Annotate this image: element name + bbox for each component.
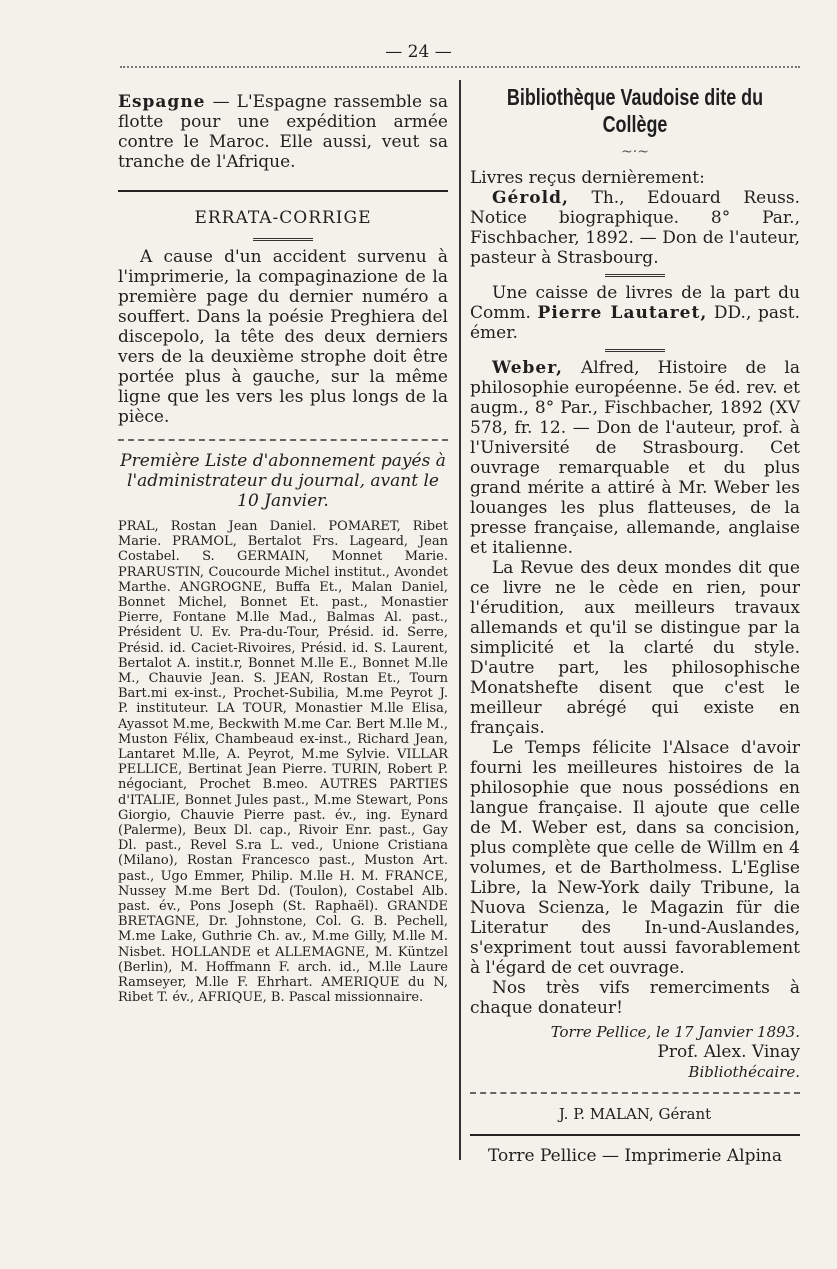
dateline: Torre Pellice, le 17 Janvier 1893. bbox=[550, 1023, 800, 1041]
thanks-paragraph: Nos très vifs remerciments à chaque donateur! bbox=[470, 978, 800, 1018]
footer-rule bbox=[470, 1134, 800, 1136]
section-rule bbox=[118, 190, 448, 192]
espagne-paragraph bbox=[118, 92, 448, 172]
caisse-entry bbox=[470, 283, 800, 343]
gerold-entry bbox=[470, 188, 800, 268]
header-rule bbox=[120, 66, 800, 68]
weber-entry bbox=[470, 358, 800, 558]
errata-ornament bbox=[253, 238, 313, 241]
imprint-line: Torre Pellice — Imprimerie Alpina bbox=[487, 1146, 782, 1166]
errata-title: ERRATA-CORRIGE bbox=[194, 208, 372, 228]
errata-text: A cause d'un accident survenu à l'imprimerie, la compaginazione de la première page du dernier numéro a souffert. Dans la poésie Preghiera del discepolo, la tête des deux derniers vers de la deuxième strophe doit être portée plus à gauche, sur la même ligne que les vers les plus longs de la pièce. bbox=[118, 247, 448, 427]
weber-text: Alfred, Histoire de la philosophie européenne. 5e éd. rev. et augm., 8° Par., Fischbacher, 1892 (XV 578, fr. 12. — Don de l'auteur, prof. à l'Université de Strasbourg. Cet ouvrage remarquable et du plus grand mérite a attiré à Mr. Weber les louanges les plus flatteuses, de la presse française, allemande, anglaise et italienne. bbox=[470, 358, 801, 558]
subscribers-title: Première Liste d'abonnement payés à l'administrateur du journal, avant le 10 Janvier. bbox=[120, 451, 446, 511]
gerold-name: Gérold, bbox=[492, 188, 569, 208]
review-paragraph-2: Le Temps félicite l'Alsace d'avoir fourni les meilleures histoires de la philosophie que nous possédions en langue française. Il ajoute que celle de M. Weber est, dans sa concision, plus complète que celle de Willm en 4 volumes, et de Bartholmess. L'Eglise Libre, la New-York daily Tribune, la Nuova Scienza, le Magazin für die Literatur des In-und-Auslandes, s'expriment tout aussi favorablement à l'égard de cet ouvrage. bbox=[470, 738, 800, 978]
entry-ornament bbox=[605, 274, 665, 277]
lautaret-name: Pierre Lautaret, bbox=[537, 303, 708, 323]
right-column bbox=[470, 84, 800, 1166]
signature: Prof. Alex. Vinay bbox=[657, 1042, 800, 1062]
title-ornament: ~·~ bbox=[621, 144, 649, 160]
espagne-text: — L'Espagne rassemble sa flotte pour une expédition armée contre le Maroc. Elle aussi, veut sa tranche de l'Afrique. bbox=[118, 92, 448, 172]
entry-ornament bbox=[605, 349, 665, 352]
left-column bbox=[118, 84, 448, 1006]
gerold-text: Th., Edouard Reuss. Notice biographique. 8° Par., Fischbacher, 1892. — Don de l'auteur, pasteur à Strasbourg. bbox=[470, 188, 801, 268]
section-rule bbox=[118, 439, 448, 441]
page-number: — 24 — bbox=[385, 42, 452, 62]
footer-rule bbox=[470, 1092, 800, 1094]
column-divider bbox=[459, 80, 461, 1160]
library-title: Bibliothèque Vaudoise dite du Collège bbox=[506, 84, 764, 137]
review-paragraph-1: La Revue des deux mondes dit que ce livre ne le cède en rien, pour l'érudition, aux meilleurs travaux allemands et qu'il se distingue par la simplicité et la clarté du style. D'autre part, les philosophische Monatshefte disent que c'est le meilleur abrégé qui existe en français. bbox=[470, 558, 800, 738]
gerant-line: J. P. MALAN, Gérant bbox=[558, 1105, 712, 1123]
espagne-heading: Espagne bbox=[118, 92, 206, 112]
weber-name: Weber, bbox=[492, 358, 563, 378]
caisse-text-b: DD., past. émer. bbox=[470, 303, 800, 343]
caisse-text-a: Une caisse de livres de la part du Comm. bbox=[470, 283, 800, 323]
signature-role: Bibliothécaire. bbox=[688, 1063, 800, 1081]
intro-line: Livres reçus dernièrement: bbox=[470, 168, 705, 188]
subscribers-list: PRAL, Rostan Jean Daniel. POMARET, Ribet Marie. PRAMOL, Bertalot Frs. Lageard, Jean Costabel. S. GERMAIN, Monnet Marie. PRARUSTIN, Coucourde Michel institut., Avondet Marthe. ANGROGNE, Buffa Et., Malan Daniel, Bonnet Michel, Bonnet Et. past., Monastier Pierre, Fontane M.lle Mad., Balmas Al. past., Président U. Ev. Pra-du-Tour, Présid. id. Serre, Présid. id. Caciet-Rivoires, Présid. id. S. Laurent, Bertalot A. instit.r, Bonnet M.lle E., Bonnet M.lle M., Chauvie Jean. S. JEAN, Rostan Et., Tourn Bart.mi ex-inst., Prochet-Subilia, M.me Peyrot J. P. instituteur. LA TOUR, Monastier M.lle Elisa, Ayassot M.me, Beckwith M.me Car. Bert M.lle M., Muston Félix, Chambeaud ex-inst., Richard Jean, Lantaret M.lle, A. Peyrot, M.me Sylvie. VILLAR PELLICE, Bertinat Jean Pierre. TURIN, Robert P. négociant, Prochet B.meo. AUTRES PARTIES d'ITALIE, Bonnet Jules past., M.me Stewart, Pons Giorgio, Chauvie Pierre past. év., ing. Eynard (Palerme), Beux Dl. cap., Rivoir Enr. past., Gay Dl. past., Revel S.ra L. ved., Unione Cristiana (Milano), Rostan Francesco past., Muston Art. past., Ugo Emmer, Philip. M.lle H. M. FRANCE, Nussey M.me Bert Dd. (Toulon), Costabel Alb. past. év., Pons Joseph (St. Raphaël). GRANDE BRETAGNE, Dr. Johnstone, Col. G. B. Pechell, M.me Lake, Guthrie Ch. av., M.me Gilly, M.lle M. Nisbet. HOLLANDE et ALLEMAGNE, M. Küntzel (Berlin), M. Hoffmann F. arch. id., M.lle Laure Ramseyer, M.lle F. Ehrhart. AMERIQUE du N, Ribet T. év., AFRIQUE, B. Pascal missionnaire. bbox=[118, 519, 448, 1006]
